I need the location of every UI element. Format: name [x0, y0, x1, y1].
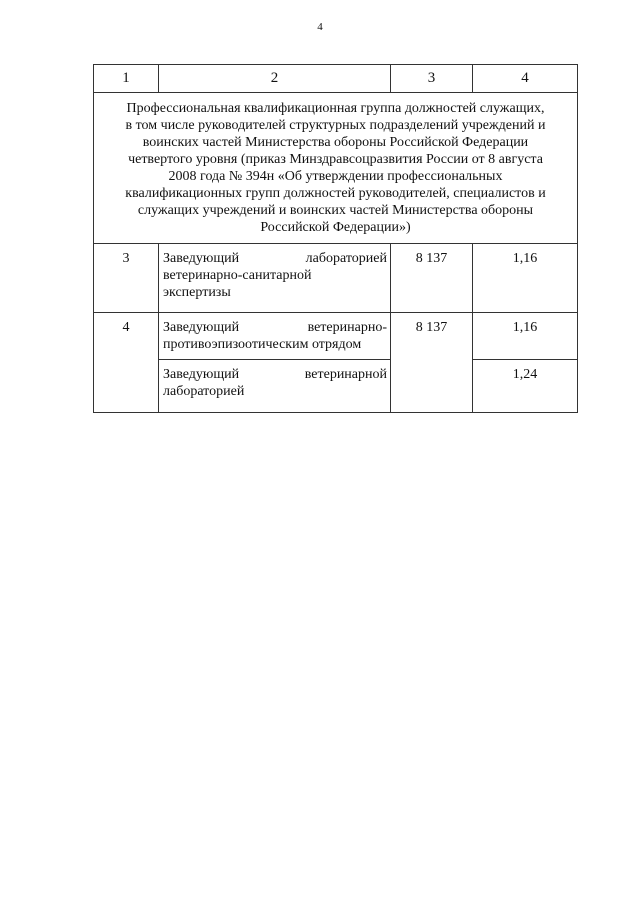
- salary-cell: 8 137: [391, 313, 473, 413]
- column-number-2: 2: [159, 65, 391, 93]
- salary-cell: 8 137: [391, 244, 473, 313]
- coefficient-cell: 1,24: [473, 360, 578, 413]
- position-line: Заведующий ветеринарной: [163, 367, 387, 382]
- column-number-4: 4: [473, 65, 578, 93]
- group-heading-cell: [94, 93, 578, 244]
- page-number: 4: [317, 21, 323, 33]
- column-number-1: 1: [94, 65, 159, 93]
- column-number-3: 3: [391, 65, 473, 93]
- position-line: Заведующий ветеринарно-: [163, 320, 387, 335]
- level-cell: 3: [94, 244, 159, 313]
- group-heading-line: Профессиональная квалификационная группа должностей служащих,: [126, 101, 545, 116]
- coefficient-cell: 1,16: [473, 244, 578, 313]
- position-line: ветеринарно-санитарной: [163, 268, 312, 283]
- group-heading-line: четвертого уровня (приказ Минздравсоцразвития России от 8 августа: [128, 152, 543, 167]
- table-header-row: [94, 65, 578, 93]
- level-cell: 4: [94, 313, 159, 413]
- position-line: лабораторией: [163, 384, 245, 399]
- qualification-table: [93, 64, 578, 413]
- group-heading-line: Российской Федерации»): [260, 220, 411, 235]
- position-line: противоэпизоотическим отрядом: [163, 337, 362, 352]
- table-row: [94, 244, 578, 313]
- position-line: Заведующий лабораторией: [163, 251, 387, 266]
- table-row: [94, 313, 578, 360]
- position-line: экспертизы: [163, 285, 231, 300]
- table-row: [94, 360, 578, 413]
- group-heading-line: в том числе руководителей структурных подразделений учреждений и: [125, 118, 546, 133]
- group-heading-line: служащих учреждений и воинских частей Министерства обороны: [137, 203, 534, 218]
- group-heading-line: квалификационных групп должностей руководителей, специалистов и: [125, 186, 546, 201]
- group-heading-line: 2008 года № 394н «Об утверждении профессиональных: [168, 169, 503, 184]
- position-cell: [159, 313, 391, 360]
- position-cell: [159, 360, 391, 413]
- position-cell: [159, 244, 391, 313]
- coefficient-cell: 1,16: [473, 313, 578, 360]
- group-heading-line: воинских частей Министерства обороны Российской Федерации: [142, 135, 529, 150]
- group-heading-row: [94, 93, 578, 244]
